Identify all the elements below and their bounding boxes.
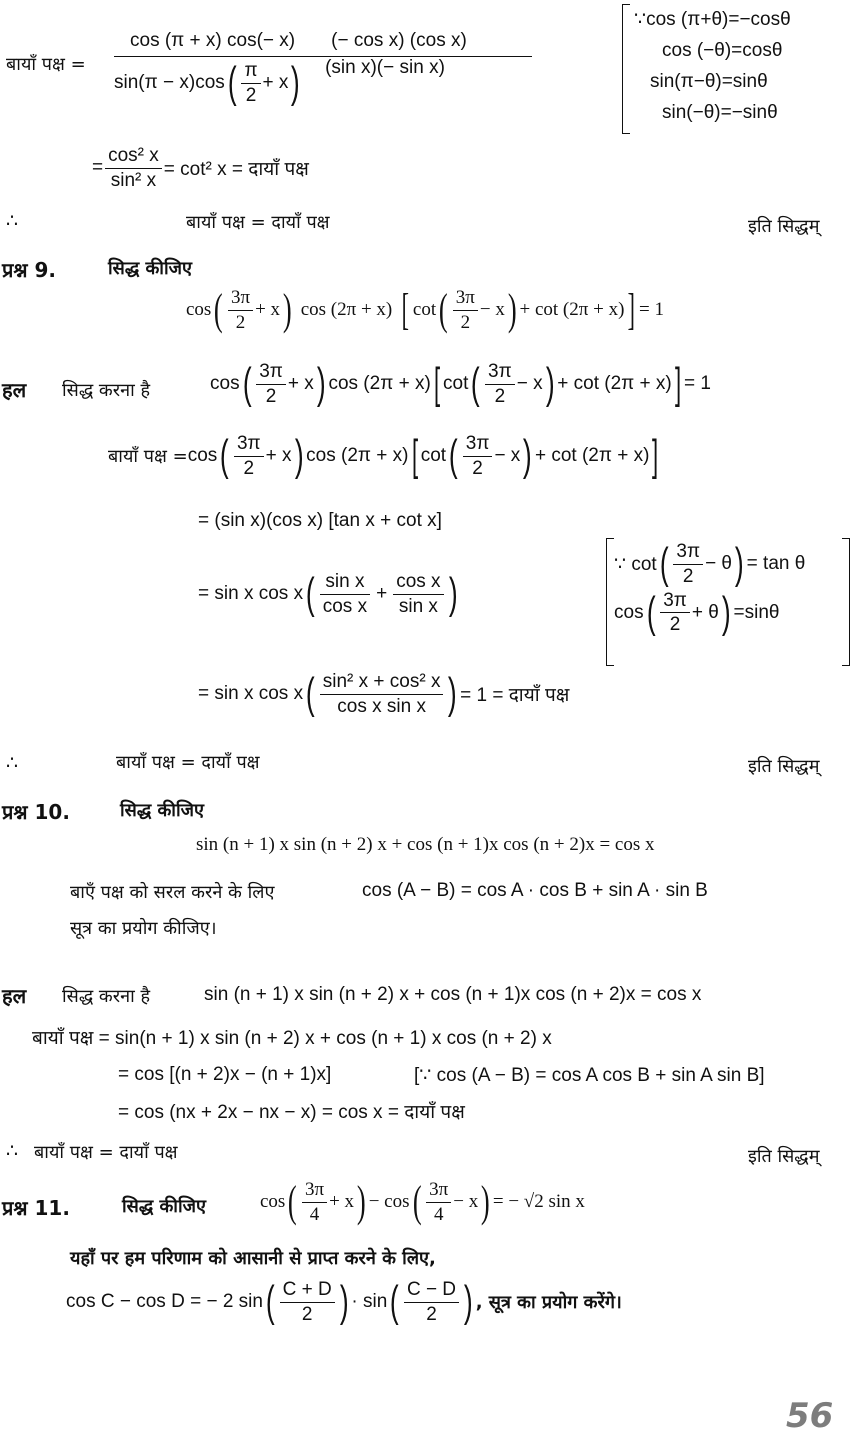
p8-denominator-1a: sin(π − x)cos (114, 72, 225, 94)
p8-eq-den: sin² x (110, 169, 157, 191)
page-number: 56 (786, 1396, 834, 1436)
question-10-prove: सिद्ध कीजिए (120, 800, 204, 821)
question-11-statement: cos ( $\frac{3\pi}{4}$ + x ) − cos ( $\frac{3\pi}{4}$ − x ) = − √2 sin x (260, 1177, 585, 1227)
p8-den-two: 2 (245, 84, 257, 106)
q10-step-2: = cos (nx + 2x − nx − x) = cos x = दायाँ पक्ष (118, 1102, 465, 1123)
conclusion: बायाँ पक्ष = दायाँ पक्ष (186, 212, 330, 233)
question-9-prove: सिद्ध कीजिए (108, 258, 192, 279)
q10-to-prove-expr: sin (n + 1) x sin (n + 2) x + cos (n + 1)x cos (n + 2)x = cos x (204, 984, 702, 1005)
q11-hint-2: cos C − cos D = − 2 sin ( $\frac{C + D}{2}$ ) · sin ( $\frac{C - D}{2}$ ) , सूत्र का प्रयोग करेंगे। (66, 1277, 622, 1327)
q10-lhs: बायाँ पक्ष = sin(n + 1) x sin (n + 2) x + cos (n + 1) x cos (n + 2) x (32, 1028, 552, 1049)
therefore-symbol: ∴ (6, 211, 19, 232)
q9-step-2: = sin x cos x ( $\frac{\text{sin x}}{\text{cos x}}$ + $\frac{\text{cos x}}{\text{sin x}}$ ) (198, 569, 458, 619)
p8-den-plus-x: + x (262, 72, 289, 94)
q9-to-prove-expr: cos ( $\frac{3\pi}{2}$ + x ) cos (2π + x) [ cot ( $\frac{3\pi}{2}$ − x ) + cot (2π + x) ] = 1 (210, 359, 711, 409)
p8-eq-num: cos² x (105, 144, 162, 169)
hal-label: हल (2, 378, 27, 402)
q10-step-1-note: [∵ cos (A − B) = cos A cos B + sin A sin B] (414, 1065, 765, 1086)
conclusion-3: बायाँ पक्ष = दायाँ पक्ष (34, 1142, 178, 1163)
p8-numerator-2: (− cos x) (cos x) (331, 30, 467, 51)
question-9-label: प्रश्न 9. (2, 258, 56, 282)
p8-fraction: cos (π + x) cos(− x) (− cos x) (cos x) sin(π − x)cos ( $\frac{\pi}{2}$ + x ) (sin x)(− sin x) (114, 30, 534, 108)
to-prove-label: सिद्ध करना है (62, 380, 151, 401)
qed-2: इति सिद्धम् (748, 756, 820, 777)
p8-identity-box (634, 4, 791, 128)
hal-label-2: हल (2, 984, 27, 1008)
q9-lhs: बायाँ पक्ष = cos ( $\frac{3\pi}{2}$ + x ) cos (2π + x) [ cot ( $\frac{3\pi}{2}$ − x ) + cot (2π + x) ] (108, 431, 659, 481)
question-10-statement: sin (n + 1) x sin (n + 2) x + cos (n + 1)x cos (n + 2)x = cos x (196, 834, 655, 855)
lhs-label: बायाँ पक्ष = (6, 54, 86, 75)
q11-hint-1: यहाँ पर हम परिणाम को आसानी से प्राप्त करने के लिए, (70, 1248, 436, 1269)
conclusion-2: बायाँ पक्ष = दायाँ पक्ष (116, 752, 260, 773)
q9-identity-box: ∵ cot ( $\frac{3\pi}{2}$ − θ ) = tan θ cos ( $\frac{3\pi}{2}$ + θ ) =sinθ (614, 539, 806, 637)
identity-2: cos (−θ)=cosθ (662, 40, 783, 61)
to-prove-label-2: सिद्ध करना है (62, 986, 151, 1007)
p8-eq-rest: = cot² x = दायाँ पक्ष (163, 159, 309, 181)
q10-step-1: = cos [(n + 2)x − (n + 1)x] (118, 1064, 332, 1085)
q10-hint-2: सूत्र का प्रयोग कीजिए। (70, 918, 217, 939)
q9-step-1: = (sin x)(cos x) [tan x + cot x] (198, 510, 442, 531)
p8-denominator-2: (sin x)(− sin x) (325, 57, 445, 79)
question-9-statement: cos ( $\frac{3\pi}{2}$ + x ) cos (2π + x) [ cot ( $\frac{3\pi}{2}$ − x ) + cot (2π + x) ] = 1 (186, 285, 665, 335)
identity-1: ∵cos (π+θ)=−cosθ (634, 9, 791, 30)
question-11-prove: सिद्ध कीजिए (122, 1196, 206, 1217)
q9-step-3: = sin x cos x ( $\frac{\text{sin² x + cos² x}}{\text{cos x sin x}}$ ) = 1 = दायाँ पक्ष (198, 669, 570, 719)
question-11-label: प्रश्न 11. (2, 1196, 70, 1220)
p8-den-pi: π (241, 59, 260, 84)
identity-3: sin(π−θ)=sinθ (650, 71, 768, 92)
p8-numerator-1: cos (π + x) cos(− x) (130, 30, 296, 51)
equals-sign: = (92, 157, 104, 179)
qed: इति सिद्धम् (748, 216, 820, 237)
question-10-label: प्रश्न 10. (2, 800, 70, 824)
q10-hint-1: बाएँ पक्ष को सरल करने के लिए (70, 882, 275, 903)
therefore-symbol-3: ∴ (6, 1141, 19, 1162)
therefore-symbol-2: ∴ (6, 753, 19, 774)
q10-hint-formula: cos (A − B) = cos A · cos B + sin A · sin B (362, 880, 708, 901)
p8-final-step (92, 144, 309, 193)
qed-3: इति सिद्धम् (748, 1146, 820, 1167)
identity-4: sin(−θ)=−sinθ (662, 102, 778, 123)
